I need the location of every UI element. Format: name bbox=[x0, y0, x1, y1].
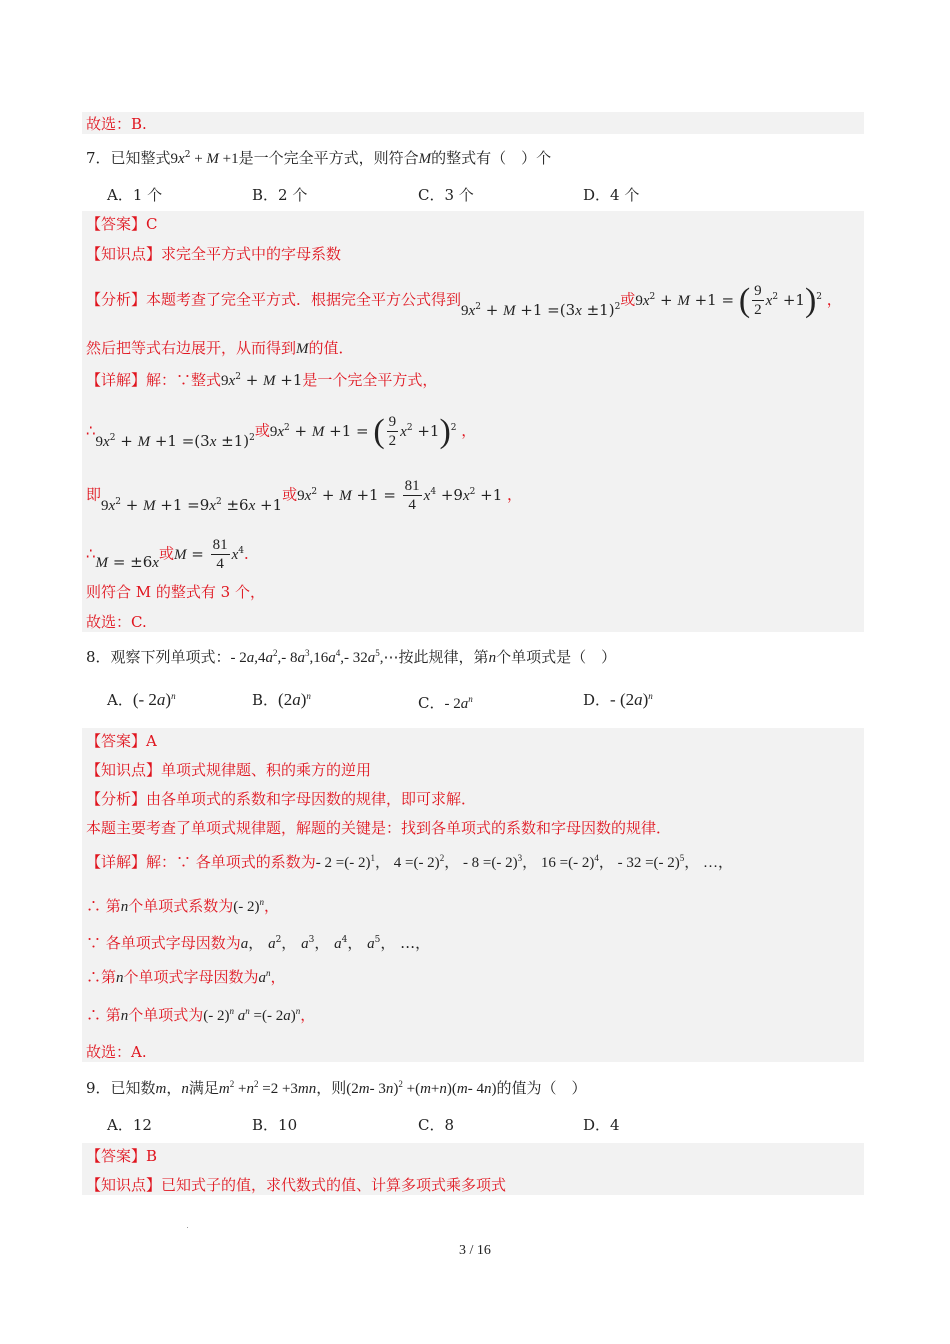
solution-block-q6-end bbox=[82, 112, 864, 134]
q7-detail-3: 即$9x^2 + M +1 =9x^2 \pm 6x +1$或$9x^2 + M +1$ = $\frac{81}{4}$ $x^4 +9x^2 +1$ ， bbox=[86, 478, 523, 514]
q9-option-c: C．8 bbox=[418, 1116, 455, 1134]
q9-option-d: D．4 bbox=[583, 1116, 620, 1134]
q8-conclusion: 故选：A. bbox=[86, 1043, 147, 1061]
q7-detail-4: ∴M = ±6x或M = $\frac{81}{4}$ $x^4$． bbox=[86, 537, 259, 572]
prev-conclusion: 故选：B. bbox=[86, 115, 147, 133]
q7-answer: 【答案】C bbox=[86, 215, 158, 233]
q9-option-b: B．10 bbox=[252, 1116, 298, 1134]
q8-option-c: C．- $2a^n$ bbox=[418, 694, 473, 712]
q7-analysis: 【分析】本题考查了完全平方式．根据完全平方公式得到$9x^2 + M +1 =(3x \pm 1)^2$或$9x^2 + M +1$ = ( $\frac{9}{2}$ $x^2 +1)^2$ ， bbox=[86, 281, 842, 319]
q7-knowledge: 【知识点】求完全平方式中的字母系数 bbox=[86, 245, 342, 263]
q8-analysis: 【分析】由各单项式的系数和字母因数的规律，即可求解． bbox=[86, 790, 477, 808]
q8-answer: 【答案】A bbox=[86, 732, 157, 750]
page-number: 3 / 16 bbox=[459, 1243, 491, 1258]
q8-detail-1: 【详解】解：∵ 各单项式的系数为- 2 =(- 2)$^1$， 4 =(- 2)$^2$， - 8 =(- 2)$^3$， 16 =(- 2)$^4$， - 32 =(- 2)$^5$， …， bbox=[86, 853, 734, 871]
q9-knowledge: 【知识点】已知式子的值，求代数式的值、计算多项式乘多项式 bbox=[86, 1176, 507, 1194]
q9-answer: 【答案】B bbox=[86, 1147, 158, 1165]
q8-analysis-2: 本题主要考查了单项式规律题，解题的关键是：找到各单项式的系数和字母因数的规律． bbox=[86, 819, 672, 837]
q7-option-d: D．4 个 bbox=[583, 186, 640, 204]
q7-detail-1: 【详解】解：∵整式$9x^2 + M +1$是一个完全平方式， bbox=[86, 371, 438, 389]
q9-option-a: A．12 bbox=[107, 1116, 152, 1134]
q7-conclusion: 故选：C. bbox=[86, 613, 147, 631]
q8-detail-4: ∴第n个单项式字母因数为$a^n$， bbox=[86, 968, 286, 986]
q8-option-b: B．$(2a)^n$ bbox=[252, 690, 311, 709]
q7-option-a: A．1 个 bbox=[107, 186, 163, 204]
q8-detail-3: ∵ 各单项式字母因数为a， $a^2$， $a^3$， $a^4$， $a^5$， …， bbox=[86, 934, 431, 952]
q7-analysis-2: 然后把等式右边展开，从而得到M的值． bbox=[86, 339, 354, 357]
q7-stem: 7．已知整式$9x^2 + M +1$是一个完全平方式，则符合M的整式有（ ）个 bbox=[86, 149, 552, 167]
q8-option-a: A．(- 2a)$^n$ bbox=[107, 690, 176, 709]
q7-option-b: B．2 个 bbox=[252, 186, 308, 204]
q8-detail-5: ∴ 第n个单项式为(- 2)$^n$ $a^n$ =(- 2a)$^n$， bbox=[86, 1006, 316, 1024]
q7-detail-2: $\therefore 9x^2 + M +1 =(3x \pm 1)^2$或$9x^2 + M +1$ = ( $\frac{9}{2}$ $x^2 +1)^2$ ， bbox=[86, 412, 477, 450]
q8-option-d: D．- $(2a)^n$ bbox=[583, 690, 653, 709]
q7-count: 则符合 M 的整式有 3 个， bbox=[86, 583, 265, 601]
q8-knowledge: 【知识点】单项式规律题、积的乘方的逆用 bbox=[86, 761, 372, 779]
q7-option-c: C．3 个 bbox=[418, 186, 474, 204]
q8-detail-2: ∴ 第n个单项式系数为(- 2)$^n$， bbox=[86, 897, 280, 915]
q8-stem: 8．观察下列单项式：- $2a,4a^2,-$ $8a^3,16a^4,-$ $32a^5,\cdots$按此规律，第n个单项式是（ ） bbox=[86, 648, 617, 666]
stray-dot bbox=[187, 1227, 188, 1228]
q9-stem: 9．已知数m，n满足$m^2 +n^2 =2 +3mn$，则(2m- 3n)$^2$ +(m+n)(m- 4n)的值为（ ） bbox=[86, 1079, 587, 1097]
